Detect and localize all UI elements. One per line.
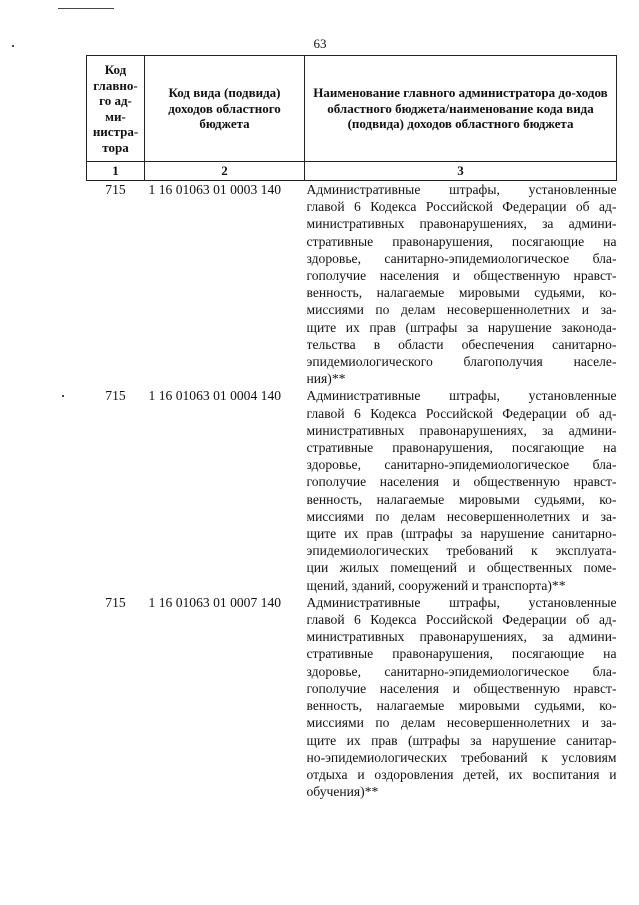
scan-dot-left	[12, 45, 14, 47]
revenue-name-line: гополучие населения и общественную нравст-	[306, 474, 617, 490]
revenue-name-line: тельства в области обеспечения санитарно-	[306, 336, 617, 352]
revenue-name-line: главой 6 Кодекса Российской Федерации об ад-	[306, 199, 617, 215]
header-admin-code: Код главно-го ад-ми-нистра-тора	[87, 56, 145, 162]
header-name: Наименование главного администратора до-ходов областного бюджета/наименование кода вида (подвида) доходов областного бюджета	[305, 56, 617, 162]
revenue-name-cell	[305, 594, 617, 800]
revenue-name-line: щите их прав (штрафы за нарушение санитар-	[306, 732, 617, 748]
revenue-name-line: миссиями по делам несовершеннолетних и за-	[306, 715, 617, 731]
admin-code-cell: 715	[105, 388, 126, 404]
revenue-code-cell: 1 16 01063 01 0003 140	[148, 182, 282, 197]
column-number: 2	[145, 162, 305, 181]
revenue-name-line: щите их прав (штрафы за нарушение санитарно-	[306, 526, 617, 542]
revenue-name-line: здоровье, санитарно-эпидемиологическое бла-	[306, 457, 617, 473]
scan-dot-margin	[62, 395, 64, 397]
revenue-name-line: главой 6 Кодекса Российской Федерации об ад-	[306, 612, 617, 628]
revenue-name-line: эпидемиологических требований к эксплуата-	[306, 543, 617, 559]
revenue-name-line: гополучие населения и общественную нравст-	[306, 680, 617, 696]
table-row	[87, 594, 617, 800]
revenue-name-line: венность, налагаемые мировыми судьями, ко-	[306, 698, 617, 714]
revenue-name-line: стративные правонарушения, посягающие на	[306, 440, 617, 456]
revenue-name-line: Административные штрафы, установленные	[306, 388, 617, 404]
revenue-name-line: миссиями по делам несовершеннолетних и за-	[306, 302, 617, 318]
revenue-name-line: министративных правонарушениях, за админи-	[306, 629, 617, 645]
revenue-name-line: щите их прав (штрафы за нарушение законода-	[306, 319, 617, 335]
revenue-name-line: венность, налагаемые мировыми судьями, ко-	[306, 491, 617, 507]
revenue-code-cell: 1 16 01063 01 0007 140	[148, 594, 282, 610]
revenue-name-line: ции жилых помещений и общественных поме-	[306, 560, 617, 576]
column-number-row	[87, 162, 617, 181]
column-number: 3	[305, 162, 617, 181]
revenue-name-line: но-эпидемиологических требований к условиям	[306, 749, 617, 765]
revenue-name-line: министративных правонарушениях, за админи-	[306, 422, 617, 438]
revenue-name-line: здоровье, санитарно-эпидемиологическое бла-	[306, 663, 617, 679]
revenue-name-cell	[305, 181, 617, 388]
revenue-name-line: стративные правонарушения, посягающие на	[306, 233, 617, 249]
revenue-name-cell	[305, 387, 617, 593]
revenue-name-line: стративные правонарушения, посягающие на	[306, 646, 617, 662]
revenue-name-line: Административные штрафы, установленные	[306, 594, 617, 610]
revenue-name-line: эпидемиологического благополучия населе-	[306, 354, 617, 370]
scan-line-top	[58, 8, 114, 9]
revenue-codes-table	[86, 55, 617, 800]
table-row	[87, 387, 617, 593]
page-number: 63	[313, 36, 327, 51]
revenue-name-line: здоровье, санитарно-эпидемиологическое бла-	[306, 250, 617, 266]
revenue-name-line: главой 6 Кодекса Российской Федерации об ад-	[306, 405, 617, 421]
table-header-row	[87, 56, 617, 162]
revenue-name-line: Административные штрафы, установленные	[306, 182, 617, 197]
column-number: 1	[87, 162, 145, 181]
admin-code-cell: 715	[105, 594, 126, 610]
admin-code-cell: 715	[105, 182, 126, 197]
revenue-name-line: венность, налагаемые мировыми судьями, ко-	[306, 285, 617, 301]
revenue-name-line: отдыха и оздоровления детей, их воспитания и	[306, 766, 617, 782]
revenue-name-line: гополучие населения и общественную нравст-	[306, 268, 617, 284]
revenue-name-line: министративных правонарушениях, за админи-	[306, 216, 617, 232]
revenue-code-cell: 1 16 01063 01 0004 140	[148, 388, 282, 404]
header-revenue-code: Код вида (подвида) доходов областного бюджета	[145, 56, 305, 162]
table-body	[87, 181, 617, 801]
table-row	[87, 181, 617, 388]
revenue-name-line: ния)**	[306, 371, 346, 387]
revenue-name-line: обучения)**	[306, 784, 379, 800]
revenue-name-line: щений, зданий, сооружений и транспорта)**	[306, 577, 566, 593]
revenue-name-line: миссиями по делам несовершеннолетних и за-	[306, 508, 617, 524]
